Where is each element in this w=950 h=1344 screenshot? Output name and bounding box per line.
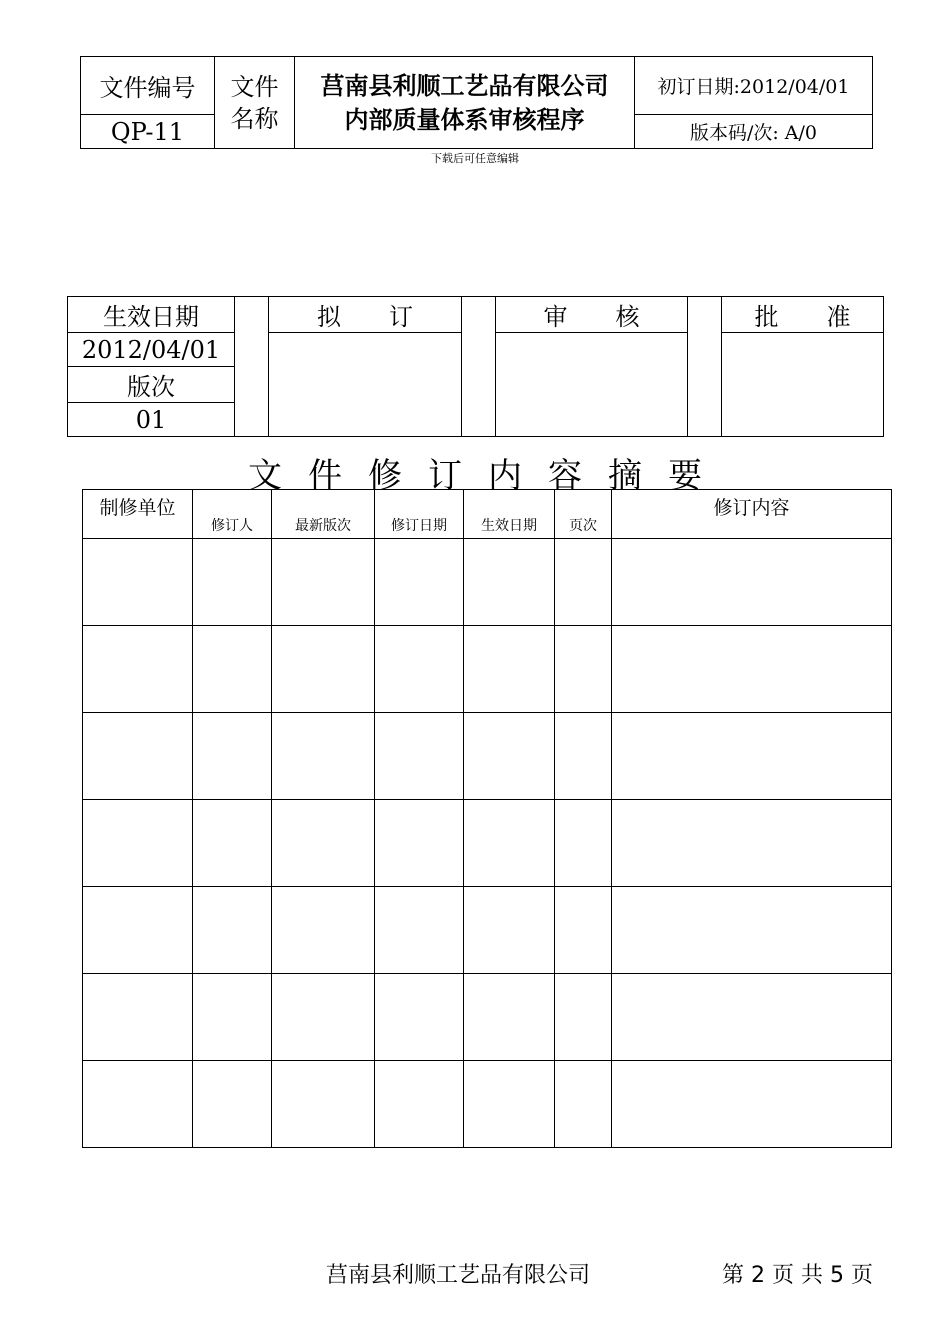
review-label: 审 核 xyxy=(496,297,688,333)
download-note: 下载后可任意编辑 xyxy=(431,152,519,165)
table-cell[interactable] xyxy=(555,539,612,626)
footer-page-number: 第 2 页 共 5 页 xyxy=(722,1263,873,1288)
table-cell[interactable] xyxy=(272,1061,375,1148)
table-cell[interactable] xyxy=(272,800,375,887)
table-cell[interactable] xyxy=(193,713,272,800)
approve-label: 批 准 xyxy=(722,297,884,333)
table-cell[interactable] xyxy=(555,887,612,974)
table-cell[interactable] xyxy=(193,1061,272,1148)
table-cell[interactable] xyxy=(464,713,555,800)
table-cell[interactable] xyxy=(375,1061,464,1148)
table-row xyxy=(83,887,892,974)
table-cell[interactable] xyxy=(272,713,375,800)
table-cell[interactable] xyxy=(272,887,375,974)
footer-company: 莒南县利顺工艺品有限公司 xyxy=(326,1263,591,1288)
table-cell[interactable] xyxy=(193,887,272,974)
doc-name-label-line2: 名称 xyxy=(230,104,279,133)
table-cell[interactable] xyxy=(375,800,464,887)
table-cell[interactable] xyxy=(464,626,555,713)
table-cell[interactable] xyxy=(193,539,272,626)
table-cell[interactable] xyxy=(375,974,464,1061)
table-cell[interactable] xyxy=(193,626,272,713)
revision-summary-table xyxy=(82,489,892,1148)
table-cell[interactable] xyxy=(612,1061,892,1148)
version-code: 版本码/次: A/0 xyxy=(635,115,873,149)
table-cell[interactable] xyxy=(375,626,464,713)
doc-title-cell xyxy=(295,57,635,149)
doc-name-label-line1: 文件 xyxy=(230,72,279,101)
table-cell[interactable] xyxy=(375,713,464,800)
effective-date-label: 生效日期 xyxy=(68,297,235,333)
table-cell[interactable] xyxy=(555,713,612,800)
table-cell[interactable] xyxy=(272,626,375,713)
table-cell[interactable] xyxy=(555,974,612,1061)
spacer-cell xyxy=(462,297,496,437)
table-cell[interactable] xyxy=(555,626,612,713)
table-header-row xyxy=(83,490,892,539)
col-header-latest-edition: 最新版次 xyxy=(272,490,375,539)
table-cell[interactable] xyxy=(375,887,464,974)
table-cell[interactable] xyxy=(83,1061,193,1148)
table-cell[interactable] xyxy=(193,800,272,887)
table-cell[interactable] xyxy=(612,713,892,800)
col-header-reviser: 修订人 xyxy=(193,490,272,539)
approve-signature-box xyxy=(722,333,884,437)
table-cell[interactable] xyxy=(464,974,555,1061)
initial-date: 初订日期:2012/04/01 xyxy=(635,57,873,115)
table-row xyxy=(83,974,892,1061)
doc-name-label xyxy=(215,57,295,149)
table-cell[interactable] xyxy=(83,974,193,1061)
doc-number-label: 文件编号 xyxy=(81,57,215,115)
table-cell[interactable] xyxy=(555,1061,612,1148)
table-cell[interactable] xyxy=(555,800,612,887)
table-cell[interactable] xyxy=(464,1061,555,1148)
table-cell[interactable] xyxy=(83,539,193,626)
doc-number: QP-11 xyxy=(81,115,215,149)
draft-signature-box xyxy=(269,333,462,437)
document-header-table xyxy=(80,56,873,149)
spacer-cell xyxy=(688,297,722,437)
revision-summary-title: 文件修订内容摘要 xyxy=(248,456,728,496)
table-cell[interactable] xyxy=(83,800,193,887)
table-cell[interactable] xyxy=(375,539,464,626)
table-cell[interactable] xyxy=(83,713,193,800)
table-cell[interactable] xyxy=(193,974,272,1061)
col-header-effective-date: 生效日期 xyxy=(464,490,555,539)
table-cell[interactable] xyxy=(272,974,375,1061)
effective-date: 2012/04/01 xyxy=(68,333,235,367)
col-header-content: 修订内容 xyxy=(612,490,892,539)
table-cell[interactable] xyxy=(612,974,892,1061)
table-cell[interactable] xyxy=(612,800,892,887)
doc-title: 内部质量体系审核程序 xyxy=(344,104,585,134)
table-row xyxy=(83,800,892,887)
table-row xyxy=(83,539,892,626)
table-cell[interactable] xyxy=(612,539,892,626)
table-cell[interactable] xyxy=(464,800,555,887)
table-row xyxy=(83,1061,892,1148)
table-cell[interactable] xyxy=(464,887,555,974)
table-row xyxy=(83,713,892,800)
table-cell[interactable] xyxy=(464,539,555,626)
spacer-cell xyxy=(235,297,269,437)
table-row xyxy=(83,626,892,713)
draft-label: 拟 订 xyxy=(269,297,462,333)
company-name: 莒南县利顺工艺品有限公司 xyxy=(320,70,609,100)
col-header-unit: 制修单位 xyxy=(83,490,193,539)
edition-value: 01 xyxy=(68,403,235,437)
col-header-revision-date: 修订日期 xyxy=(375,490,464,539)
signature-table xyxy=(67,296,884,437)
table-cell[interactable] xyxy=(612,626,892,713)
review-signature-box xyxy=(496,333,688,437)
table-cell[interactable] xyxy=(272,539,375,626)
table-cell[interactable] xyxy=(612,887,892,974)
col-header-page: 页次 xyxy=(555,490,612,539)
table-cell[interactable] xyxy=(83,887,193,974)
table-cell[interactable] xyxy=(83,626,193,713)
edition-label: 版次 xyxy=(68,367,235,403)
